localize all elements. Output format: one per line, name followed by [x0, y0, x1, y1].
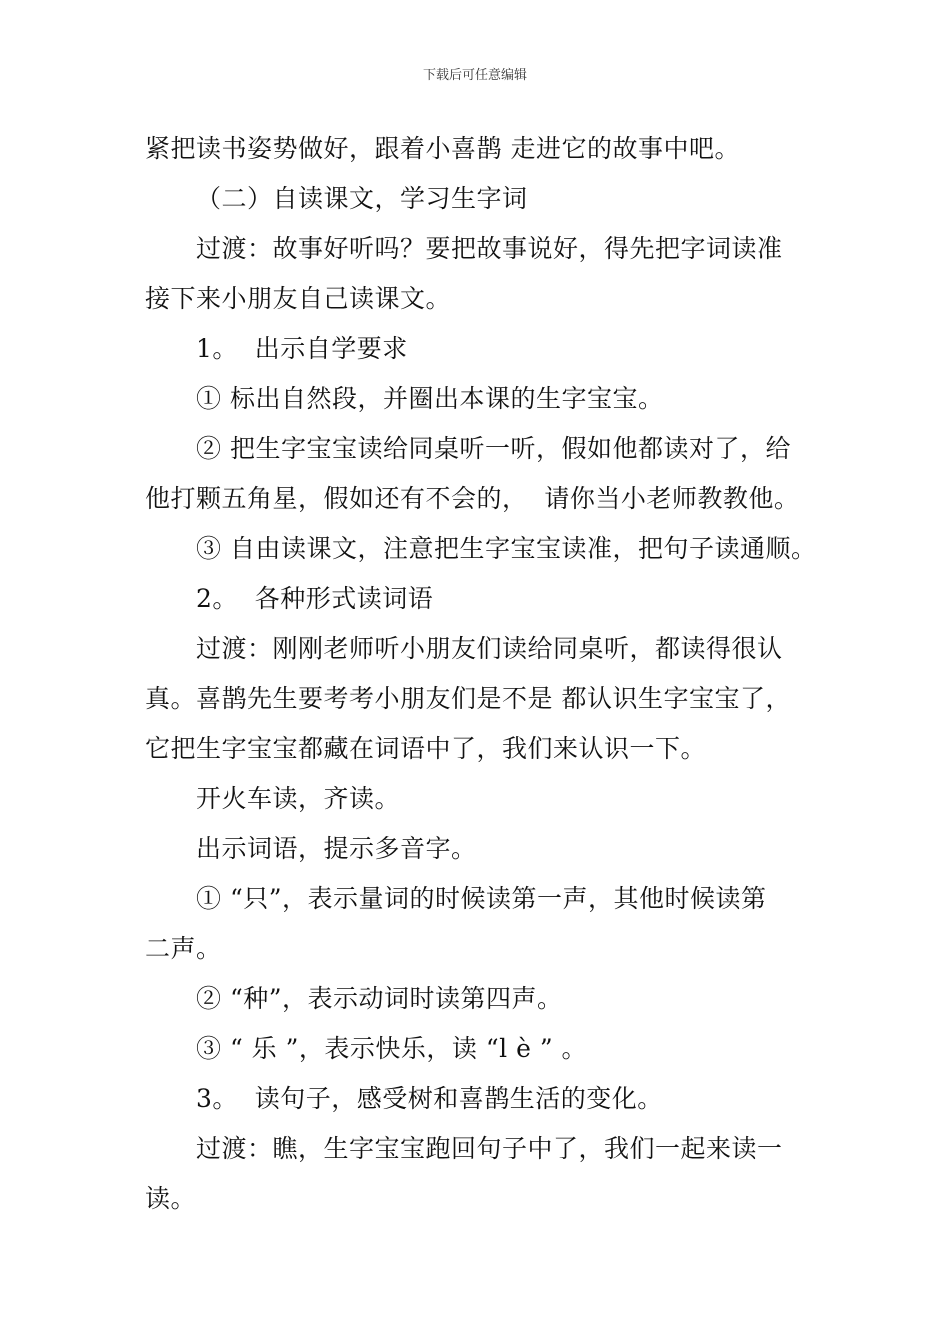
paragraph-line: 二声。 [145, 934, 222, 963]
paragraph-line: 过渡：刚刚老师听小朋友们读给同桌听，都读得很认 [196, 634, 783, 663]
paragraph-line: 真。喜鹊先生要考考小朋友们是不是 都认识生字宝宝了， [145, 684, 791, 713]
paragraph-line: 出示词语，提示多音字。 [196, 834, 477, 863]
list-item: ① “只”，表示量词的时候读第一声，其他时候读第 [196, 884, 767, 913]
paragraph-line: 接下来小朋友自己读课文。 [145, 284, 452, 313]
section-heading: （二）自读课文，学习生字词 [196, 184, 528, 213]
list-heading: 1。 出示自学要求 [196, 334, 408, 363]
paragraph-line: 它把生字宝宝都藏在词语中了，我们来认识一下。 [145, 734, 707, 763]
paragraph-line: 过渡：瞧，生字宝宝跑回句子中了，我们一起来读一 [196, 1134, 783, 1163]
paragraph-line: 他打颗五角星，假如还有不会的， 请你当小老师教教他。 [145, 484, 800, 513]
list-item: ① 标出自然段，并圈出本课的生字宝宝。 [196, 384, 664, 413]
page-header: 下载后可任意编辑 [422, 68, 527, 83]
paragraph-line: 读。 [145, 1184, 197, 1213]
list-heading: 2。 各种形式读词语 [196, 584, 434, 613]
paragraph-line: 过渡：故事好听吗？要把故事说好，得先把字词读准 [196, 234, 783, 263]
paragraph-line: 紧把读书姿势做好，跟着小喜鹊 走进它的故事中吧。 [145, 134, 740, 163]
list-item: ③ 自由读课文，注意把生字宝宝读准，把句子读通顺。 [196, 534, 817, 563]
list-item: ② 把生字宝宝读给同桌听一听，假如他都读对了，给 [196, 434, 791, 463]
list-item: ③ “ 乐 ”，表示快乐，读 “l è ” 。 [196, 1034, 588, 1063]
paragraph-line: 开火车读，齐读。 [196, 784, 401, 813]
list-item: ② “种”，表示动词时读第四声。 [196, 984, 563, 1013]
list-heading: 3。 读句子，感受树和喜鹊生活的变化。 [196, 1084, 663, 1113]
